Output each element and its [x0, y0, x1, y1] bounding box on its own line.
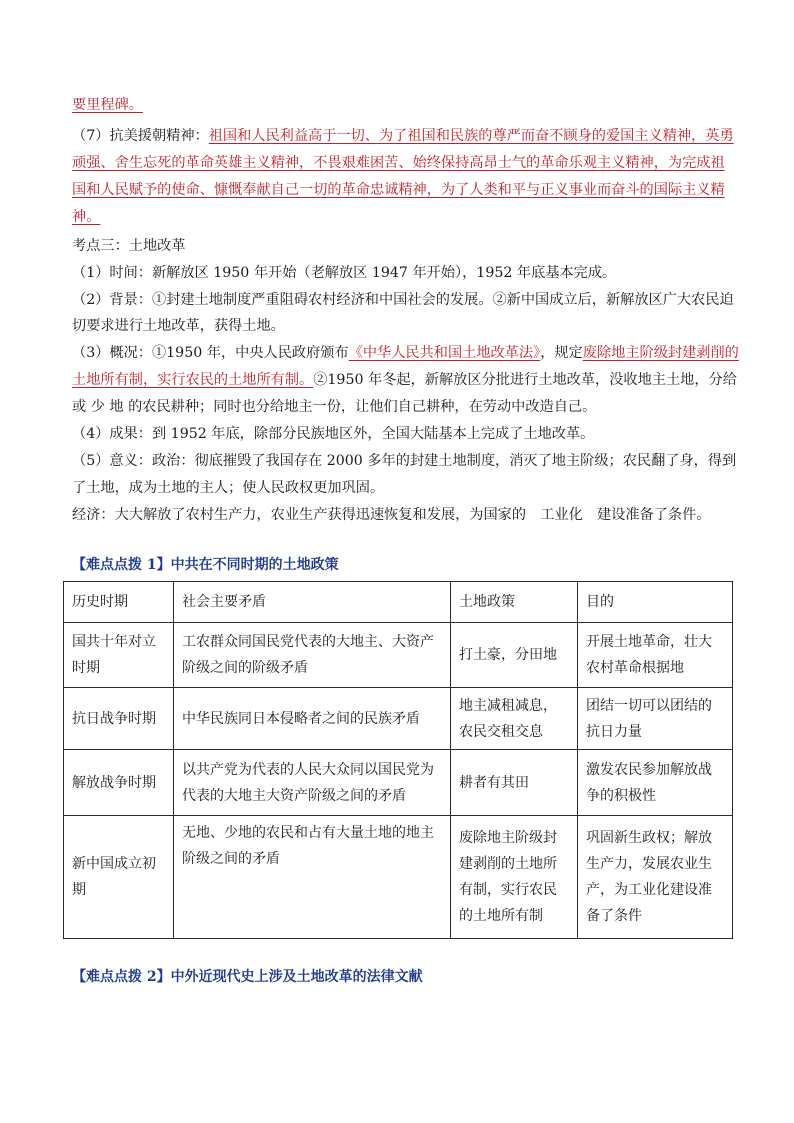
- spirit-item-7-line-2: 顽强、舍生忘死的革命英雄主义精神，不畏艰难困苦、始终保持高昂士气的革命乐观主义精神，为完成祖: [72, 155, 725, 171]
- table-header-cell: 土地政策: [451, 582, 578, 623]
- overview-prefix: （3）概况：①1950 年，中央人民政府颁布: [72, 345, 349, 361]
- table-row: [64, 750, 733, 816]
- table-row: [64, 623, 733, 688]
- table-cell: 巩固新生政权；解放生产力，发展农业生产，为工业化建设准备了条件: [578, 816, 733, 939]
- difficulty-heading-1: 【难点点拨 1】中共在不同时期的土地政策: [72, 557, 339, 573]
- overview-rest: ②1950 年冬起，新解放区分批进行土地改革，没收地主土地，分给: [313, 372, 737, 388]
- difficulty-heading-2: 【难点点拨 2】中外近现代史上涉及土地改革的法律文献: [72, 969, 423, 985]
- overview-key-point: 废除地主阶级封建剥削的: [582, 345, 739, 361]
- table-cell: 开展土地革命，壮大农村革命根据地: [578, 623, 733, 688]
- section-heading-kaodian-3: 考点三：土地改革: [72, 238, 186, 254]
- table-header-cell: 历史时期: [64, 582, 174, 623]
- table-cell: 工农群众同国民党代表的大地主、大资产阶级之间的阶级矛盾: [174, 623, 451, 688]
- item-overview-line-2: [72, 370, 737, 390]
- table-cell: 废除地主阶级封建剥削的土地所有制，实行农民的土地所有制: [451, 816, 578, 939]
- table-cell: 中华民族同日本侵略者之间的民族矛盾: [174, 688, 451, 750]
- table-header-row: [64, 582, 733, 623]
- table-cell: 国共十年对立时期: [64, 623, 174, 688]
- table-row: [64, 688, 733, 750]
- item-overview-line-3: 或 少 地 的农民耕种；同时也分给地主一份，让他们自己耕种，在劳动中改造自己。: [72, 399, 597, 415]
- spirit-item-7-line-1: [72, 126, 734, 146]
- table-cell: 地主减租减息，农民交租交息: [451, 688, 578, 750]
- overview-key-point-cont: 土地所有制，实行农民的土地所有制。: [72, 372, 314, 388]
- table-cell: 抗日战争时期: [64, 688, 174, 750]
- table-cell: 激发农民参加解放战争的积极性: [578, 750, 733, 816]
- table-row: [64, 816, 733, 939]
- spirit-item-7-line-4: 神。: [72, 209, 101, 225]
- table-cell: 以共产党为代表的人民大众同以国民党为代表的大地主大资产阶级之间的矛盾: [174, 750, 451, 816]
- item-time: （1）时间：新解放区 1950 年开始（老解放区 1947 年开始），1952 年底基本完成。: [72, 265, 617, 281]
- overview-mid: ，规定: [540, 345, 583, 361]
- item-overview-line-1: [72, 343, 739, 363]
- table-header-cell: 社会主要矛盾: [174, 582, 451, 623]
- table-cell: 耕者有其田: [451, 750, 578, 816]
- table-cell: 打土豪，分田地: [451, 623, 578, 688]
- table-header-cell: 目的: [578, 582, 733, 623]
- item-significance-economy: 经济：大大解放了农村生产力，农业生产获得迅速恢复和发展，为国家的 工业化 建设准备了条件。: [72, 507, 711, 523]
- table-cell: 团结一切可以团结的抗日力量: [578, 688, 733, 750]
- spirit-item-7-text: 祖国和人民利益高于一切、为了祖国和民族的尊严而奋不顾身的爱国主义精神，英勇: [208, 128, 734, 144]
- item-background-line-1: （2）背景：①封建土地制度严重阻碍农村经济和中国社会的发展。②新中国成立后，新解放区广大农民迫: [72, 292, 734, 308]
- paragraph-continuation: 要里程碑。: [72, 97, 143, 113]
- spirit-item-7-label: （7）抗美援朝精神：: [72, 128, 209, 144]
- table-cell: 无地、少地的农民和占有大量土地的地主阶级之间的矛盾: [174, 816, 451, 939]
- item-significance-line-1: （5）意义：政治：彻底摧毁了我国存在 2000 多年的封建土地制度，消灭了地主阶级；农民翻了身，得到: [72, 453, 737, 469]
- item-background-line-2: 切要求进行土地改革，获得土地。: [72, 318, 285, 334]
- spirit-item-7-line-3: 国和人民赋予的使命、慷慨奉献自己一切的革命忠诚精神，为了人类和平与正义事业而奋斗的国际主义精: [72, 182, 725, 198]
- item-result: （4）成果：到 1952 年底，除部分民族地区外，全国大陆基本上完成了土地改革。: [72, 426, 595, 442]
- land-reform-law-title: 《中华人民共和国土地改革法》: [348, 345, 541, 361]
- table-cell: 解放战争时期: [64, 750, 174, 816]
- table-cell: 新中国成立初期: [64, 816, 174, 939]
- item-significance-line-2: 了土地，成为土地的主人；使人民政权更加巩固。: [72, 480, 385, 496]
- land-policy-table: [63, 581, 733, 939]
